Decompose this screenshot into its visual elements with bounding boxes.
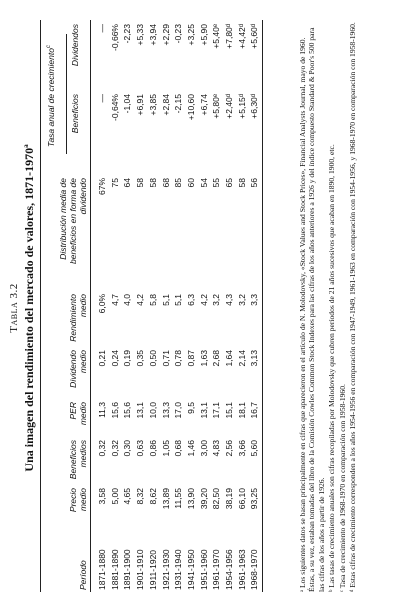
cell-earnings: 3,00 xyxy=(198,440,209,457)
cell-per: 15,6 xyxy=(109,402,120,419)
cell-yield: 4,7 xyxy=(109,294,120,306)
cell-growth-dividends: -0,66% xyxy=(109,24,120,51)
note-b: ᵇ Las tasas de crecimiento anuales son cifras recopiladas por Molodovsky que cubren períodos de 21 años sucesivos que acaban en 1890, 1900, etc. xyxy=(327,144,337,592)
cell-price: 3,58 xyxy=(97,488,107,505)
cell-growth-earnings: +10,60 xyxy=(185,94,196,121)
cell-per: 18,1 xyxy=(236,402,247,419)
cell-per: 15,6 xyxy=(122,402,133,419)
cell-per: 13,1 xyxy=(198,402,209,419)
cell-period: 1961-1970 xyxy=(211,549,222,590)
cell-distribution: 64 xyxy=(122,178,133,188)
header-per: PER medio xyxy=(68,402,88,426)
cell-price: 38,19 xyxy=(224,488,234,510)
cell-growth-dividends: -2,23 xyxy=(122,24,133,44)
cell-yield: 3,3 xyxy=(249,294,260,306)
cell-distribution: 58 xyxy=(135,178,146,188)
table-title xyxy=(22,0,37,616)
cell-price: 11,55 xyxy=(173,488,184,509)
cell-growth-dividends: — xyxy=(97,24,107,33)
cell-earnings: 1,05 xyxy=(160,440,171,457)
cell-dividend: 0,19 xyxy=(122,350,133,367)
cell-period: 1951-1960 xyxy=(198,549,209,590)
cell-growth-earnings: +6,74 xyxy=(198,94,209,116)
cell-distribution: 54 xyxy=(198,178,209,188)
cell-growth-earnings: +6,91 xyxy=(135,94,146,116)
cell-dividend: 1,63 xyxy=(198,350,209,367)
cell-growth-dividends: +3,94 xyxy=(147,24,158,46)
cell-period: 1931-1940 xyxy=(173,549,184,590)
cell-growth-earnings: — xyxy=(97,94,107,103)
cell-distribution: 55 xyxy=(211,178,222,188)
cell-period: 1921-1930 xyxy=(160,549,171,590)
header-rule xyxy=(90,20,91,592)
header-dividend: Dividendo medio xyxy=(68,350,88,388)
cell-growth-dividends: +7,80ᵈ xyxy=(224,24,234,49)
cell-period: 1961-1963 xyxy=(236,549,247,590)
cell-per: 17,0 xyxy=(173,402,184,419)
cell-dividend: 0,71 xyxy=(160,350,171,367)
cell-distribution: 75 xyxy=(109,178,120,188)
cell-distribution: 56 xyxy=(249,178,260,188)
cell-earnings: 0,32 xyxy=(97,440,107,457)
cell-period: 1901-1910 xyxy=(135,549,146,590)
cell-distribution: 68 xyxy=(160,178,171,188)
cell-period: 1954-1956 xyxy=(224,549,234,590)
cell-per: 13,1 xyxy=(135,402,146,419)
cell-per: 13,3 xyxy=(160,402,171,419)
cell-per: 15,1 xyxy=(224,402,234,419)
table-title-footnote-mark: a xyxy=(22,144,30,148)
cell-growth-dividends: -0,23 xyxy=(173,24,184,44)
cell-price: 5,00 xyxy=(109,488,120,505)
cell-growth-earnings: +5,80ᵉ xyxy=(211,94,222,119)
cell-growth-dividends: +3,25 xyxy=(185,24,196,46)
cell-earnings: 1,46 xyxy=(185,440,196,457)
cell-price: 93,25 xyxy=(249,488,260,510)
cell-dividend: 0,24 xyxy=(109,350,120,367)
cell-per: 16,7 xyxy=(249,402,260,419)
note-c: ᶜ Tasa de crecimiento de 1968-1970 en comparación con 1958-1960. xyxy=(337,384,347,592)
cell-dividend: 0,50 xyxy=(147,350,158,367)
cell-growth-dividends: +5,33 xyxy=(135,24,146,46)
header-growth-group xyxy=(44,32,56,160)
cell-growth-dividends: +4,42ᵈ xyxy=(236,24,247,49)
header-growth-earnings: Beneficios xyxy=(70,94,80,134)
cell-distribution: 85 xyxy=(173,178,184,188)
note-a: ᵃ Los siguientes datos se basan principalmente en cifras que aparecieron en el artículo de N. Molodovsky, «Stock Values and Stock Prices», Financial Analysts Journal, mayo de 1960. Éstas, a su vez, estaban tomadas del libro de la Comisión Cowles Common Stock Indexes para las cifras de los años anteriores a 1926 y del índice compuesto Standard & Poor's 500 para las cifras de los años a partir de 1926. xyxy=(298,27,326,592)
cell-dividend: 0,35 xyxy=(135,350,146,367)
cell-dividend: 0,21 xyxy=(97,350,107,367)
cell-earnings: 0,32 xyxy=(109,440,120,457)
cell-period: 1871-1880 xyxy=(97,549,107,590)
cell-distribution: 65 xyxy=(224,178,234,188)
cell-growth-earnings: -0,64% xyxy=(109,94,120,121)
cell-price: 66,10 xyxy=(236,488,247,510)
table-title-text: Una imagen del rendimiento del mercado de valores, 1871-1970 xyxy=(22,147,36,472)
cell-price: 8,62 xyxy=(147,488,158,505)
cell-distribution: 67% xyxy=(97,178,107,196)
cell-growth-earnings: -1,04 xyxy=(122,94,133,114)
cell-yield: 4,0 xyxy=(122,294,133,306)
cell-earnings: 5,60 xyxy=(249,440,260,457)
cell-dividend: 0,87 xyxy=(185,350,196,367)
cell-dividend: 1,64 xyxy=(224,350,234,367)
cell-distribution: 58 xyxy=(147,178,158,188)
cell-per: 17,1 xyxy=(211,402,222,419)
cell-yield: 6,0% xyxy=(97,294,107,314)
cell-growth-earnings: +6,30ᵈ xyxy=(249,94,260,119)
cell-per: 11,3 xyxy=(97,402,107,418)
cell-growth-dividends: +2,29 xyxy=(160,24,171,46)
header-distribution: Distribución media de beneficios en forma de dividendo xyxy=(58,178,88,264)
cell-growth-earnings: +2,84 xyxy=(160,94,171,116)
cell-price: 13,90 xyxy=(185,488,196,510)
cell-price: 39,20 xyxy=(198,488,209,510)
cell-price: 8,32 xyxy=(135,488,146,505)
cell-period: 1891-1900 xyxy=(122,549,133,590)
header-price: Precio medio xyxy=(68,488,88,513)
cell-dividend: 3,13 xyxy=(249,350,260,367)
cell-distribution: 58 xyxy=(236,178,247,188)
cell-earnings: 0,63 xyxy=(135,440,146,457)
cell-yield: 3,2 xyxy=(211,294,222,306)
cell-earnings: 0,86 xyxy=(147,440,158,457)
cell-yield: 4,2 xyxy=(198,294,209,306)
cell-earnings: 2,56 xyxy=(224,440,234,457)
cell-period: 1941-1950 xyxy=(185,549,196,590)
cell-growth-earnings: +3,85 xyxy=(147,94,158,116)
header-growth-dividends: Dividendos xyxy=(70,24,80,67)
cell-earnings: 4,83 xyxy=(211,440,222,457)
cell-distribution: 60 xyxy=(185,178,196,188)
bottom-rule xyxy=(262,20,263,592)
cell-price: 4,65 xyxy=(122,488,133,505)
cell-period: 1968-1970 xyxy=(249,549,260,590)
note-d: ᵈ Estas cifras de crecimiento corresponden a los años 1954-1956 en comparación con 1947-1949, 1961-1963 en comparación con 1954-1956, y 1968-1970 en comparación con 1958-1960. xyxy=(348,22,358,592)
cell-yield: 6,3 xyxy=(185,294,196,306)
cell-dividend: 0,78 xyxy=(173,350,184,367)
header-earnings: Beneficios medios xyxy=(68,440,88,480)
table-label: Tabla 3.2 xyxy=(8,283,20,333)
cell-per: 9,5 xyxy=(185,402,196,414)
cell-price: 13,89 xyxy=(160,488,171,510)
top-rule xyxy=(40,20,41,592)
cell-earnings: 3,66 xyxy=(236,440,247,457)
cell-yield: 3,2 xyxy=(236,294,247,306)
growth-group-rule xyxy=(66,34,67,154)
cell-earnings: 0,30 xyxy=(122,440,133,457)
table-notes xyxy=(298,18,358,592)
header-growth-text: Tasa anual de crecimiento xyxy=(45,48,56,147)
cell-period: 1881-1890 xyxy=(109,549,120,590)
cell-growth-earnings: +5,15ᵈ xyxy=(236,94,247,119)
cell-yield: 5,8 xyxy=(147,294,158,306)
cell-growth-earnings: +2,40ᵈ xyxy=(224,94,234,119)
cell-growth-dividends: +5,40ᵉ xyxy=(211,24,222,49)
cell-growth-dividends: +5,90 xyxy=(198,24,209,46)
cell-yield: 4,2 xyxy=(135,294,146,306)
cell-yield: 5,1 xyxy=(160,294,171,306)
header-period: Período xyxy=(78,560,88,590)
cell-price: 82,50 xyxy=(211,488,222,510)
cell-growth-earnings: -2,15 xyxy=(173,94,184,114)
cell-dividend: 2,68 xyxy=(211,350,222,367)
cell-yield: 5,1 xyxy=(173,294,184,306)
header-growth-footnote-mark: c xyxy=(46,45,52,49)
cell-period: 1911-1920 xyxy=(147,549,158,590)
cell-dividend: 2,14 xyxy=(236,350,247,367)
cell-earnings: 0,68 xyxy=(173,440,184,457)
cell-per: 10,0 xyxy=(147,402,158,419)
header-yield: Rendimiento medio xyxy=(68,294,88,342)
cell-growth-dividends: +5,60ᵈ xyxy=(249,24,260,49)
cell-yield: 4,3 xyxy=(224,294,234,306)
